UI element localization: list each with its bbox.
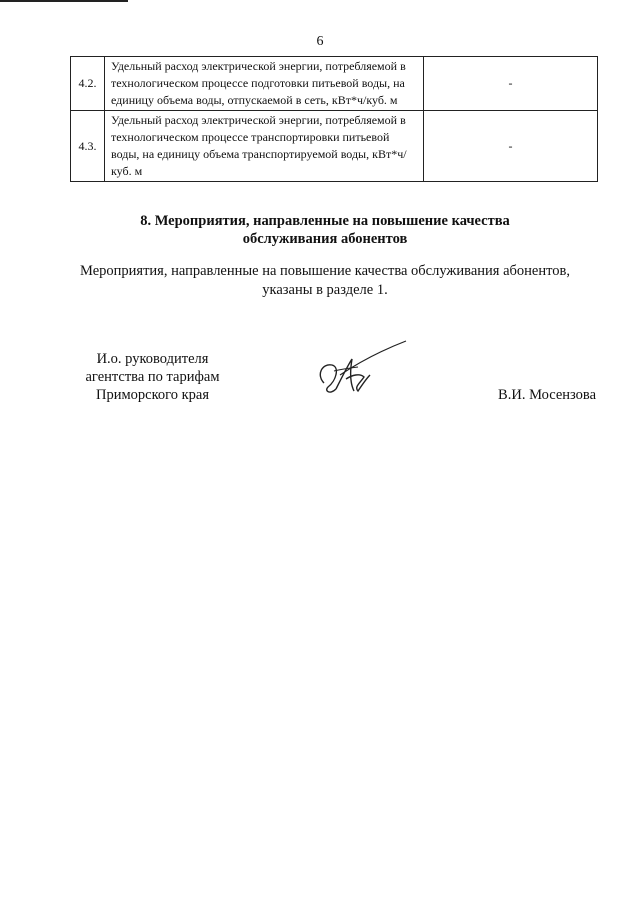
section-heading — [60, 212, 590, 248]
signer-title-line: Приморского края — [95, 387, 209, 403]
handwritten-signature — [306, 335, 416, 405]
table-row — [71, 57, 598, 111]
row-value: - — [424, 111, 598, 182]
indicator-table — [70, 56, 598, 182]
row-number: 4.2. — [71, 57, 105, 111]
section-body — [60, 262, 590, 300]
section-body-line: указаны в разделе 1. — [262, 282, 388, 298]
signer-title — [70, 350, 235, 404]
section-heading-line: обслуживания абонентов — [242, 231, 408, 247]
signer-title-line: И.о. руководителя — [96, 351, 209, 367]
row-description: Удельный расход электрической энергии, потребляемой в технологическом процессе транспортировки питьевой воды, на единицу объема транспортируемой воды, кВт*ч/куб. м — [105, 111, 424, 182]
page-number: 6 — [316, 34, 324, 49]
table-row — [71, 111, 598, 182]
section-body-line: Мероприятия, направленные на повышение качества обслуживания абонентов, — [80, 263, 570, 279]
signer-title-line: агентства по тарифам — [85, 369, 220, 385]
row-number: 4.3. — [71, 111, 105, 182]
signer-name: В.И. Мосензова — [498, 387, 596, 403]
section-heading-line: 8. Мероприятия, направленные на повышение качества — [140, 213, 510, 229]
top-rule — [0, 0, 128, 2]
row-value: - — [424, 57, 598, 111]
row-description: Удельный расход электрической энергии, потребляемой в технологическом процессе подготовки питьевой воды, на единицу объема воды, отпускаемой в сеть, кВт*ч/куб. м — [105, 57, 424, 111]
